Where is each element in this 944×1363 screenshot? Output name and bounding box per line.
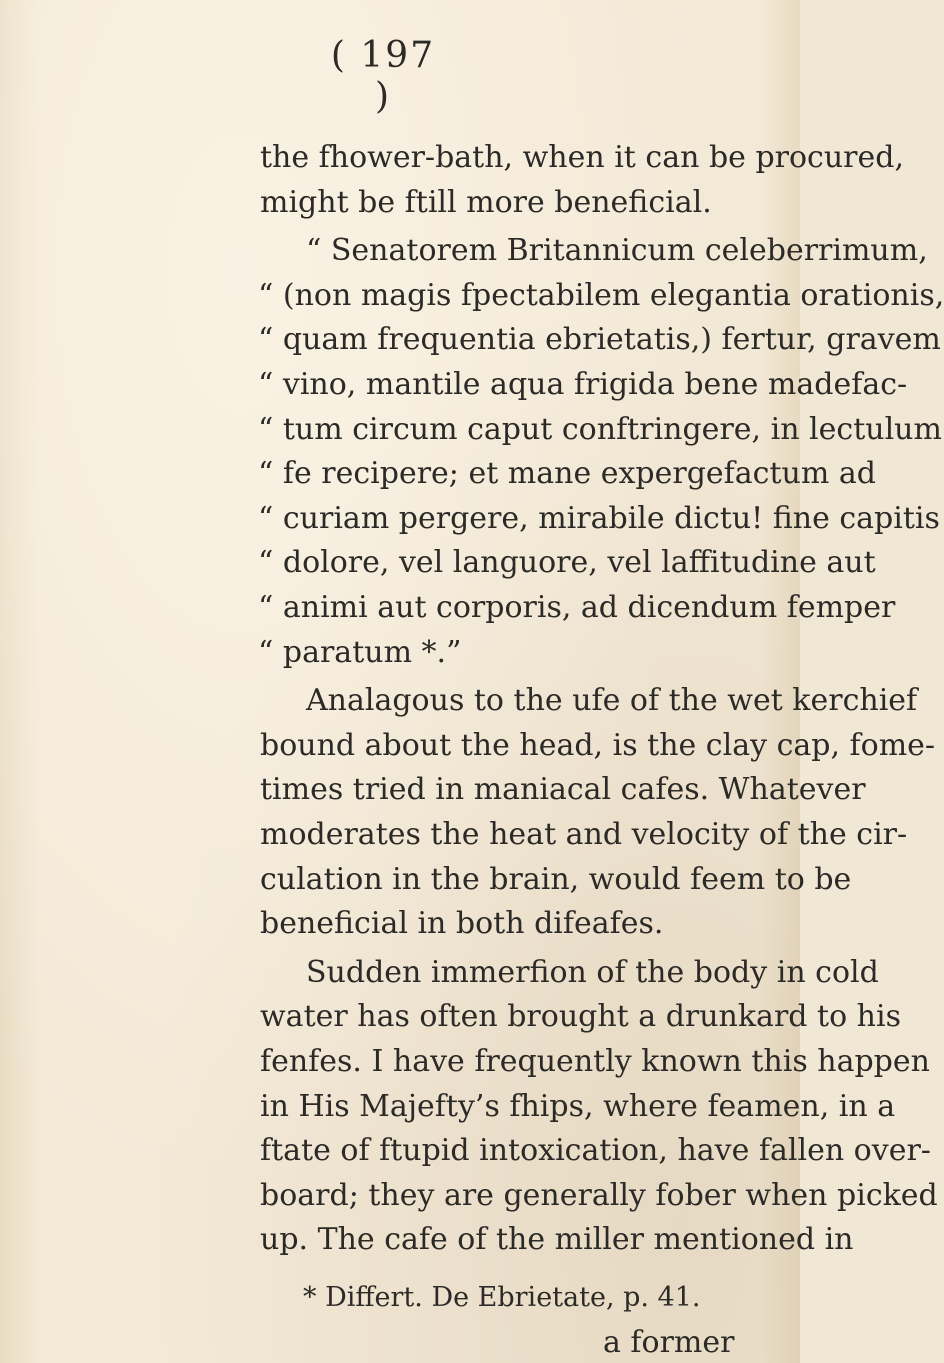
text-line: up. The cafe of the miller mentioned in	[260, 1222, 854, 1257]
catchword: a former	[603, 1325, 735, 1360]
text-line: “ paratum *.”	[258, 635, 462, 670]
text-line: times tried in maniacal cafes. Whatever	[260, 772, 866, 807]
text-line: “ dolore, vel languore, vel laffitudine aut	[258, 545, 876, 580]
text-line: Sudden immerfion of the body in cold	[306, 955, 879, 990]
text-line: fenfes. I have frequently known this happen	[260, 1044, 930, 1079]
footnote: * Differt. De Ebrietate, p. 41.	[303, 1282, 701, 1313]
text-line: Analagous to the ufe of the wet kerchief	[306, 683, 918, 718]
text-line: “ vino, mantile aqua frigida bene madefac-	[258, 367, 908, 402]
text-line: the fhower-bath, when it can be procured,	[260, 140, 905, 175]
text-line: “ animi aut corporis, ad dicendum femper	[258, 590, 896, 625]
text-line: ftate of ftupid intoxication, have fallen over-	[260, 1133, 931, 1168]
text-line: beneficial in both difeafes.	[260, 906, 664, 941]
text-line: “ Senatorem Britannicum celeberrimum,	[306, 233, 928, 268]
text-line: culation in the brain, would feem to be	[260, 862, 852, 897]
text-line: “ (non magis fpectabilem elegantia orationis,	[258, 278, 944, 313]
text-line: might be ftill more beneficial.	[260, 185, 712, 220]
text-line: water has often brought a drunkard to his	[260, 999, 901, 1034]
text-line: moderates the heat and velocity of the cir-	[260, 817, 908, 852]
text-line: board; they are generally fober when picked	[260, 1178, 938, 1213]
text-line: “ fe recipere; et mane expergefactum ad	[258, 456, 876, 491]
text-line: “ curiam pergere, mirabile dictu! fine capitis	[258, 501, 940, 536]
text-line: “ tum circum caput conftringere, in lectulum	[258, 412, 942, 447]
page-number: ( 197 )	[330, 35, 436, 117]
text-line: “ quam frequentia ebrietatis,) fertur, gravem	[258, 322, 941, 357]
text-line: bound about the head, is the clay cap, fome-	[260, 728, 936, 763]
text-line: in His Majefty’s fhips, where feamen, in a	[260, 1089, 896, 1124]
